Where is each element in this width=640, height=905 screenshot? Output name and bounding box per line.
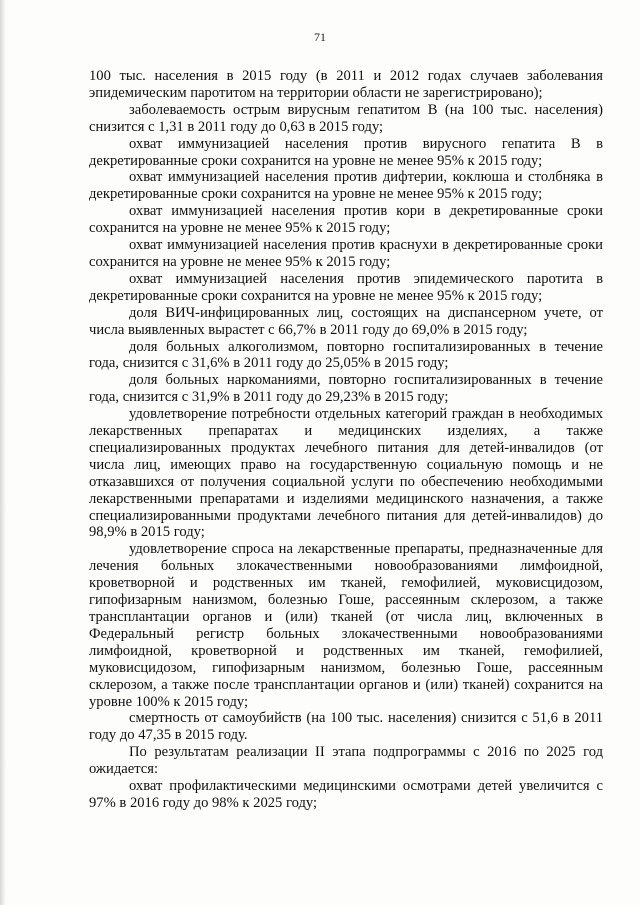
paragraph-rubella-immunization: охват иммунизацией населения против краснухи в декретированные сроки сохранится на уровне не менее 95% к 2015 году; — [89, 237, 603, 270]
paragraph-hiv-share: доля ВИЧ-инфицированных лиц, состоящих на диспансерном учете, от числа выявленных вырастет с 66,7% в 2011 году до 69,0% в 2015 году; — [89, 304, 603, 338]
paragraph-child-checkups: охват профилактическими медицинскими осмотрами детей увеличится с 97% в 2016 году до 98% к 2025 году; — [89, 778, 603, 811]
document-body — [89, 68, 603, 812]
paragraph-stage-two-intro: По результатам реализации II этапа подпрограммы с 2016 по 2025 год ожидается: — [89, 744, 603, 778]
paragraph-hepatitis-incidence: заболеваемость острым вирусным гепатитом В (на 100 тыс. населения) снизится с 1,31 в 2011 году до 0,63 в 2015 году; — [89, 101, 603, 135]
paragraph-mumps-immunization: охват иммунизацией населения против эпидемического паротита в декретированные сроки сохранится на уровне не менее 95% к 2015 году; — [89, 270, 603, 304]
paragraph-hepatitis-immunization: охват иммунизацией населения против вирусного гепатита В в декретированные сроки сохранится на уровне не менее 95% к 2015 году; — [89, 135, 603, 169]
paragraph-measles-immunization: охват иммунизацией населения против кори в декретированные сроки сохранится на уровне не менее 95% к 2015 году; — [89, 203, 603, 237]
paragraph-continuation: 100 тыс. населения в 2015 году (в 2011 и 2012 годах случаев заболевания эпидемическим паротитом на территории области не зарегистрировано); — [89, 68, 603, 101]
paragraph-medication-needs: удовлетворение потребности отдельных категорий граждан в необходимых лекарственных препаратах и медицинских изделиях, а также специализированных продуктах лечебного питания для детей-инвалидов (от числа лиц, имеющих право на государственную социальную помощь и не отказавшихся от получения социальной услуги по обеспечению необходимыми лекарственными препаратами и изделиями медицинского назначения, а также специализированными продуктами лечебного питания для детей-инвалидов) до 98,9% в 2015 году; — [89, 406, 603, 541]
paragraph-suicide-mortality: смертность от самоубийств (на 100 тыс. населения) снизится с 51,6 в 2011 году до 47,35 в 2015 году. — [89, 710, 603, 744]
paragraph-diphtheria-immunization: охват иммунизацией населения против дифтерии, коклюша и столбняка в декретированные сроки сохранится на уровне не менее 95% к 2015 году; — [89, 169, 603, 203]
paragraph-oncology-medication-demand: удовлетворение спроса на лекарственные препараты, предназначенные для лечения больных злокачественными новообразованиями лимфоидной, кроветворной и родственных им тканей, гемофилией, муковисцидозом, гипофизарным нанизмом, болезнью Гоше, рассеянным склерозом, а также трансплантации органов и (или) тканей (от числа лиц, включенных в Федеральный регистр больных злокачественными новообразованиями лимфоидной, кроветворной и родственных им тканей, гемофилией, муковисцидозом, гипофизарным нанизмом, болезнью Гоше, рассеянным склерозом, а также после трансплантации органов и (или) тканей) сохранится на уровне 100% к 2015 году; — [89, 541, 603, 710]
paragraph-drug-addiction-share: доля больных наркоманиями, повторно госпитализированных в течение года, снизится с 31,9% в 2011 году до 29,23% в 2015 году; — [89, 372, 603, 406]
scan-edge-shadow — [0, 0, 6, 905]
page-number: 71 — [314, 30, 326, 44]
paragraph-alcoholism-share: доля больных алкоголизмом, повторно госпитализированных в течение года, снизится с 31,6% в 2011 году до 25,05% в 2015 году; — [89, 338, 603, 372]
